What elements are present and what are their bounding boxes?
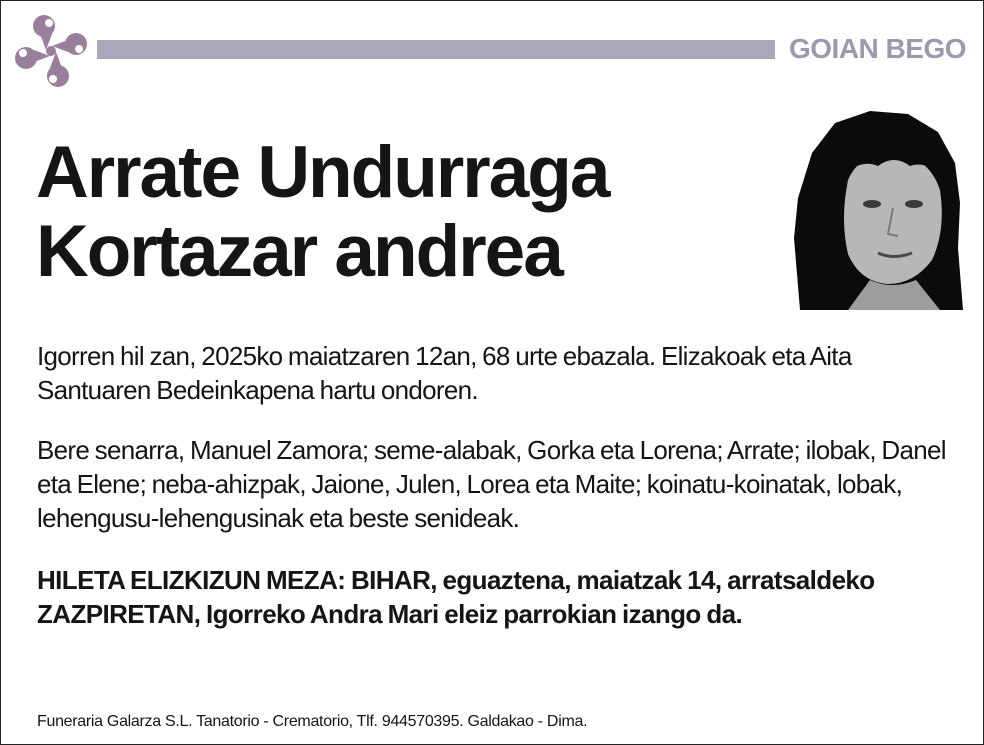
name-line-2: Kortazar andrea xyxy=(36,211,562,292)
funeral-home-footer: Funeraria Galarza S.L. Tanatorio - Crematorio, Tlf. 944570395. Galdakao - Dima. xyxy=(37,713,588,730)
header-bar xyxy=(97,40,775,59)
family-list: Bere senarra, Manuel Zamora; seme-alabak, Gorka eta Lorena; Arrate; ilobak, Danel eta Elene; neba-ahizpak, Jaione, Julen, Lorea eta Maite; koinatu-koinatak, lobak, lehengusu-lehengusinak eta beste senideak. xyxy=(37,435,946,533)
name-line-1: Arrate Undurraga xyxy=(36,132,609,213)
lauburu-icon xyxy=(12,12,90,90)
deceased-name xyxy=(36,133,756,291)
death-announcement: Igorren hil zan, 2025ko maiatzaren 12an, 68 urte ebazala. Elizakoak eta Aita Santuaren Bedeinkapena hartu ondoren. xyxy=(37,341,852,405)
header-label: GOIAN BEGO xyxy=(788,33,966,64)
portrait-photo xyxy=(790,108,965,310)
funeral-info: HILETA ELIZKIZUN MEZA: BIHAR, eguaztena, maiatzak 14, arratsaldeko ZAZPIRETAN, Igorreko Andra Mari eleiz parrokian izango da. xyxy=(37,565,875,629)
